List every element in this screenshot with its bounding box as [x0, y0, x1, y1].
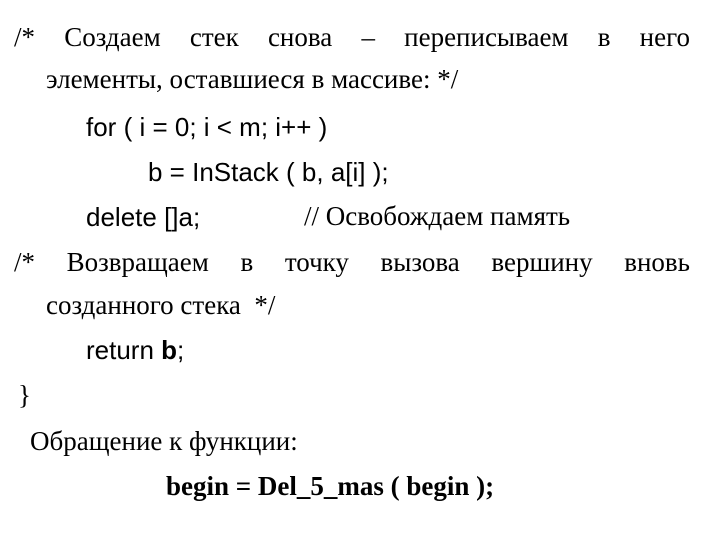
delete-line: delete []a;: [86, 202, 201, 232]
instack-line: b = InStack ( b, a[i] );: [148, 157, 389, 187]
comment-line-4: созданного стека */: [46, 290, 276, 320]
comment-line-3: /* Возвращаем в точку вызова вершину вновь: [14, 247, 690, 277]
return-keyword: return: [86, 335, 162, 365]
return-variable: b: [161, 335, 178, 365]
delete-comment: // Освобождаем память: [304, 201, 571, 231]
comment-line-1: /* Создаем стек снова – переписываем в него: [14, 22, 690, 52]
closing-brace: }: [18, 380, 31, 410]
return-semicolon: ;: [177, 335, 185, 365]
call-heading: Обращение к функции:: [30, 426, 298, 456]
call-statement: begin = Del_5_mas ( begin );: [166, 471, 495, 501]
return-line: [86, 334, 184, 366]
for-loop-line: for ( i = 0; i < m; i++ ): [86, 112, 328, 142]
comment-line-2: элементы, оставшиеся в массиве: */: [46, 64, 459, 94]
